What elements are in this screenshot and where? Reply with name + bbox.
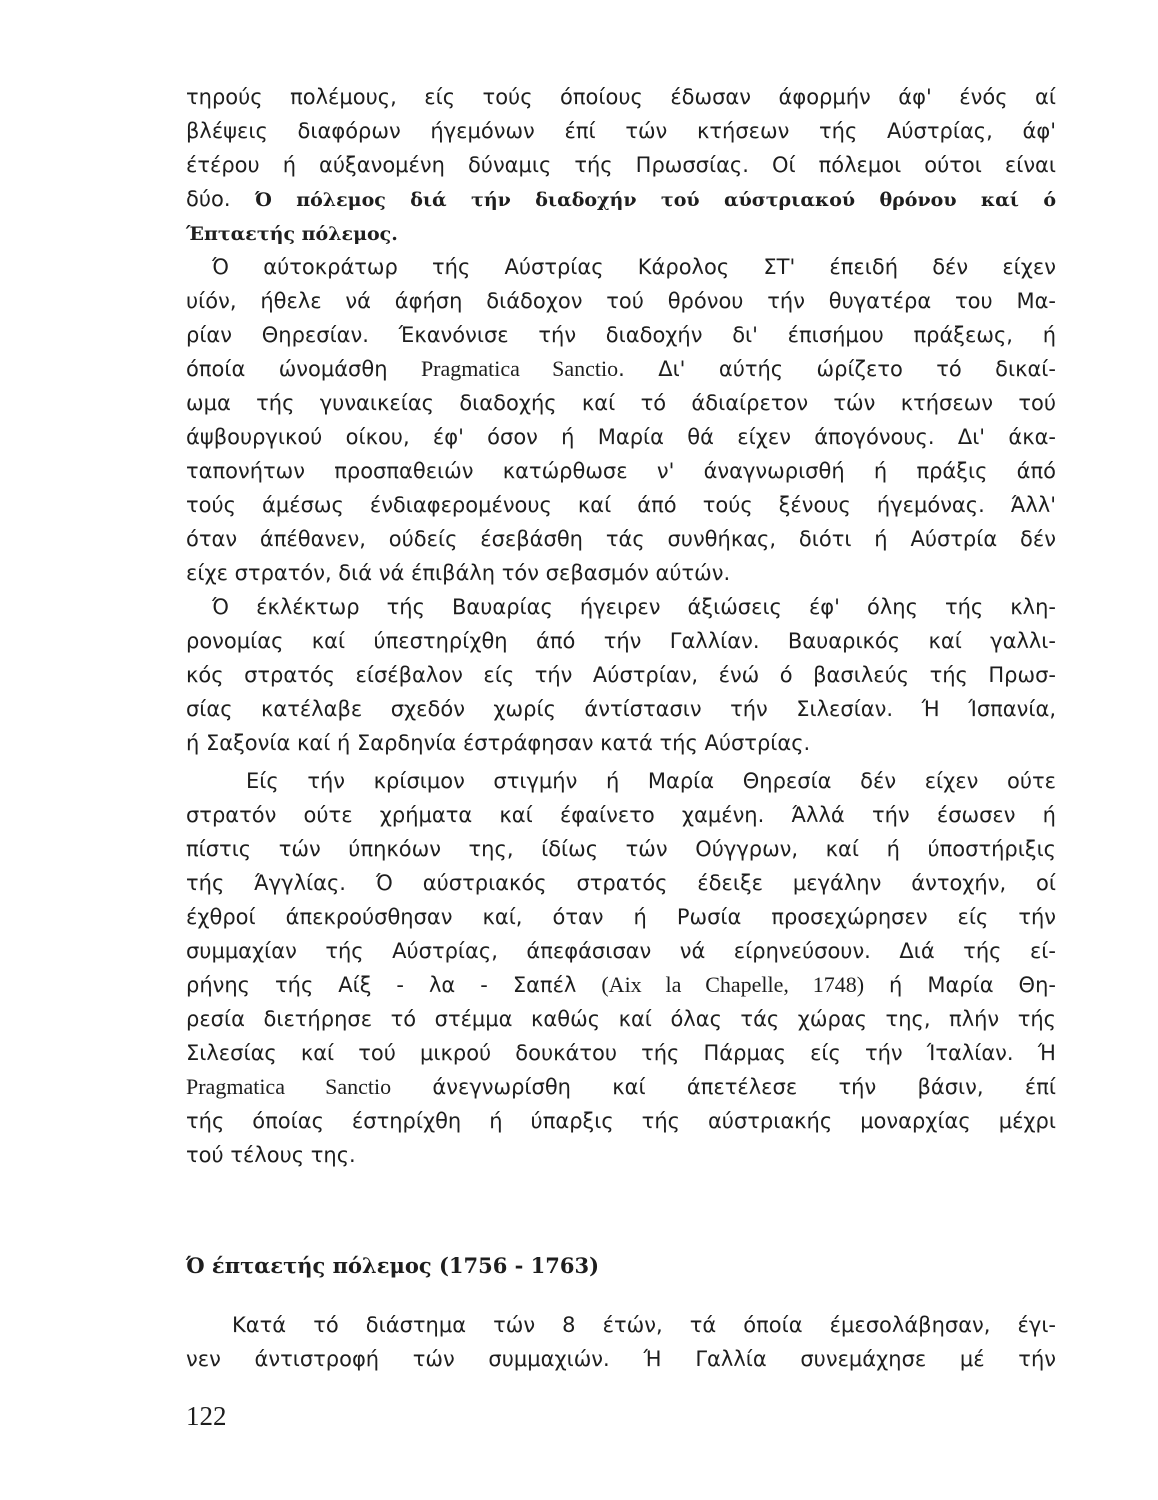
text-fragment: όποία ώνομάσθη xyxy=(186,357,388,381)
text-line xyxy=(186,1308,1056,1342)
text-line: είχε στρατόν, διά νά έπιβάλη τόν σεβασμόν αύτών. xyxy=(186,561,731,585)
text-line: ταπονήτων προσπαθειών κατώρθωσε ν' άναγνωρισθή ή πράξις άπό xyxy=(186,459,1056,483)
text-line: κός στρατός είσέβαλον είς τήν Αύστρίαν, ένώ ό βασιλεύς τής Πρωσ- xyxy=(186,663,1056,687)
text-line xyxy=(186,968,1056,1002)
latin-place-date: (Aix la Chapelle, 1748) xyxy=(601,972,865,997)
text-line: ωμα τής γυναικείας διαδοχής καί τό άδιαίρετον τών κτήσεων τού xyxy=(186,391,1056,415)
text-line: στρατόν ούτε χρήματα καί έφαίνετο χαμένη. Άλλά τήν έσωσεν ή xyxy=(186,803,1056,827)
text-fragment: δύο. xyxy=(186,187,231,211)
text-fragment: . Δι' αύτής ώρίζετο τό δικαί- xyxy=(618,357,1056,381)
text-line: τού τέλους της. xyxy=(186,1143,356,1167)
text-line: βλέψεις διαφόρων ήγεμόνων έπί τών κτήσεων τής Αύστρίας, άφ' xyxy=(186,119,1056,143)
text-line: υίόν, ήθελε νά άφήση διάδοχον τού θρόνου τήν θυγατέρα του Μα- xyxy=(186,289,1056,313)
text-line xyxy=(186,764,1056,798)
text-line: ρίαν Θηρεσίαν. Έκανόνισε τήν διαδοχήν δι' έπισήμου πράξεως, ή xyxy=(186,323,1056,347)
text-line xyxy=(186,216,1056,250)
text-line: ρονομίας καί ύπεστηρίχθη άπό τήν Γαλλίαν. Βαυαρικός καί γαλλι- xyxy=(186,629,1056,653)
text-line xyxy=(186,1070,1056,1104)
text-line: τηρούς πολέμους, είς τούς όποίους έδωσαν άφορμήν άφ' ένός αί xyxy=(186,85,1056,109)
text-fragment: ή Μαρία Θη- xyxy=(889,973,1056,997)
text-line xyxy=(186,590,1056,624)
text-line: έχθροί άπεκρούσθησαν καί, όταν ή Ρωσία προσεχώρησεν είς τήν xyxy=(186,905,1056,929)
text-line: ρεσία διετήρησε τό στέμμα καθώς καί όλας τάς χώρας της, πλήν τής xyxy=(186,1007,1056,1031)
bold-topic-phrase: Ό πόλεμος διά τήν διαδοχήν τού αύστριακού θρόνου καί ό xyxy=(254,189,1056,211)
latin-term: Pragmatica Sanctio xyxy=(186,1074,392,1099)
text-fragment: Ό αύτοκράτωρ τής Αύστρίας Κάρολος ΣΤ' έπειδή δέν είχεν xyxy=(212,255,1056,279)
text-line: συμμαχίαν τής Αύστρίας, άπεφάσισαν νά είρηνεύσουν. Διά τής εί- xyxy=(186,939,1056,963)
text-line: τής Άγγλίας. Ό αύστριακός στρατός έδειξε μεγάλην άντοχήν, οί xyxy=(186,871,1056,895)
text-line: όταν άπέθανεν, ούδείς έσεβάσθη τάς συνθήκας, διότι ή Αύστρία δέν xyxy=(186,527,1056,551)
text-line: έτέρου ή αύξανομένη δύναμις τής Πρωσσίας. Οί πόλεμοι ούτοι είναι xyxy=(186,153,1056,177)
text-fragment: ρήνης τής Αίξ - λα - Σαπέλ xyxy=(186,973,577,997)
text-line: νεν άντιστροφή τών συμμαχιών. Ή Γαλλία συνεμάχησε μέ τήν xyxy=(186,1347,1056,1371)
text-line: πίστις τών ύπηκόων της, ίδίως τών Ούγγρων, καί ή ύποστήριξις xyxy=(186,837,1056,861)
text-line: τούς άμέσως ένδιαφερομένους καί άπό τούς ξένους ήγεμόνας. Άλλ' xyxy=(186,493,1056,517)
page-number: 122 xyxy=(186,1401,227,1431)
text-line: ή Σαξονία καί ή Σαρδηνία έστράφησαν κατά τής Αύστρίας. xyxy=(186,731,811,755)
text-line: σίας κατέλαβε σχεδόν χωρίς άντίστασιν τήν Σιλεσίαν. Ή Ίσπανία, xyxy=(186,697,1056,721)
text-fragment: άνεγνωρίσθη καί άπετέλεσε τήν βάσιν, έπί xyxy=(432,1075,1056,1099)
text-line: τής όποίας έστηρίχθη ή ύπαρξις τής αύστριακής μοναρχίας μέχρι xyxy=(186,1109,1056,1133)
bold-topic-phrase: Έπταετής πόλεμος. xyxy=(186,223,398,245)
text-line xyxy=(186,250,1056,284)
text-line: άψβουργικού οίκου, έφ' όσον ή Μαρία θά είχεν άπογόνους. Δι' άκα- xyxy=(186,425,1056,449)
text-fragment: Κατά τό διάστημα τών 8 έτών, τά όποία έμεσολάβησαν, έγι- xyxy=(232,1313,1056,1337)
text-fragment: Ό έκλέκτωρ τής Βαυαρίας ήγειρεν άξιώσεις έφ' όλης τής κλη- xyxy=(212,595,1056,619)
text-line xyxy=(186,182,1056,216)
text-fragment: Είς τήν κρίσιμον στιγμήν ή Μαρία Θηρεσία δέν είχεν ούτε xyxy=(246,769,1056,793)
section-heading: Ό έπταετής πόλεμος (1756 - 1763) xyxy=(186,1253,600,1278)
latin-term: Pragmatica Sanctio xyxy=(420,356,619,381)
text-line: Σιλεσίας καί τού μικρού δουκάτου τής Πάρμας είς τήν Ίταλίαν. Ή xyxy=(186,1041,1056,1065)
text-line xyxy=(186,352,1056,386)
